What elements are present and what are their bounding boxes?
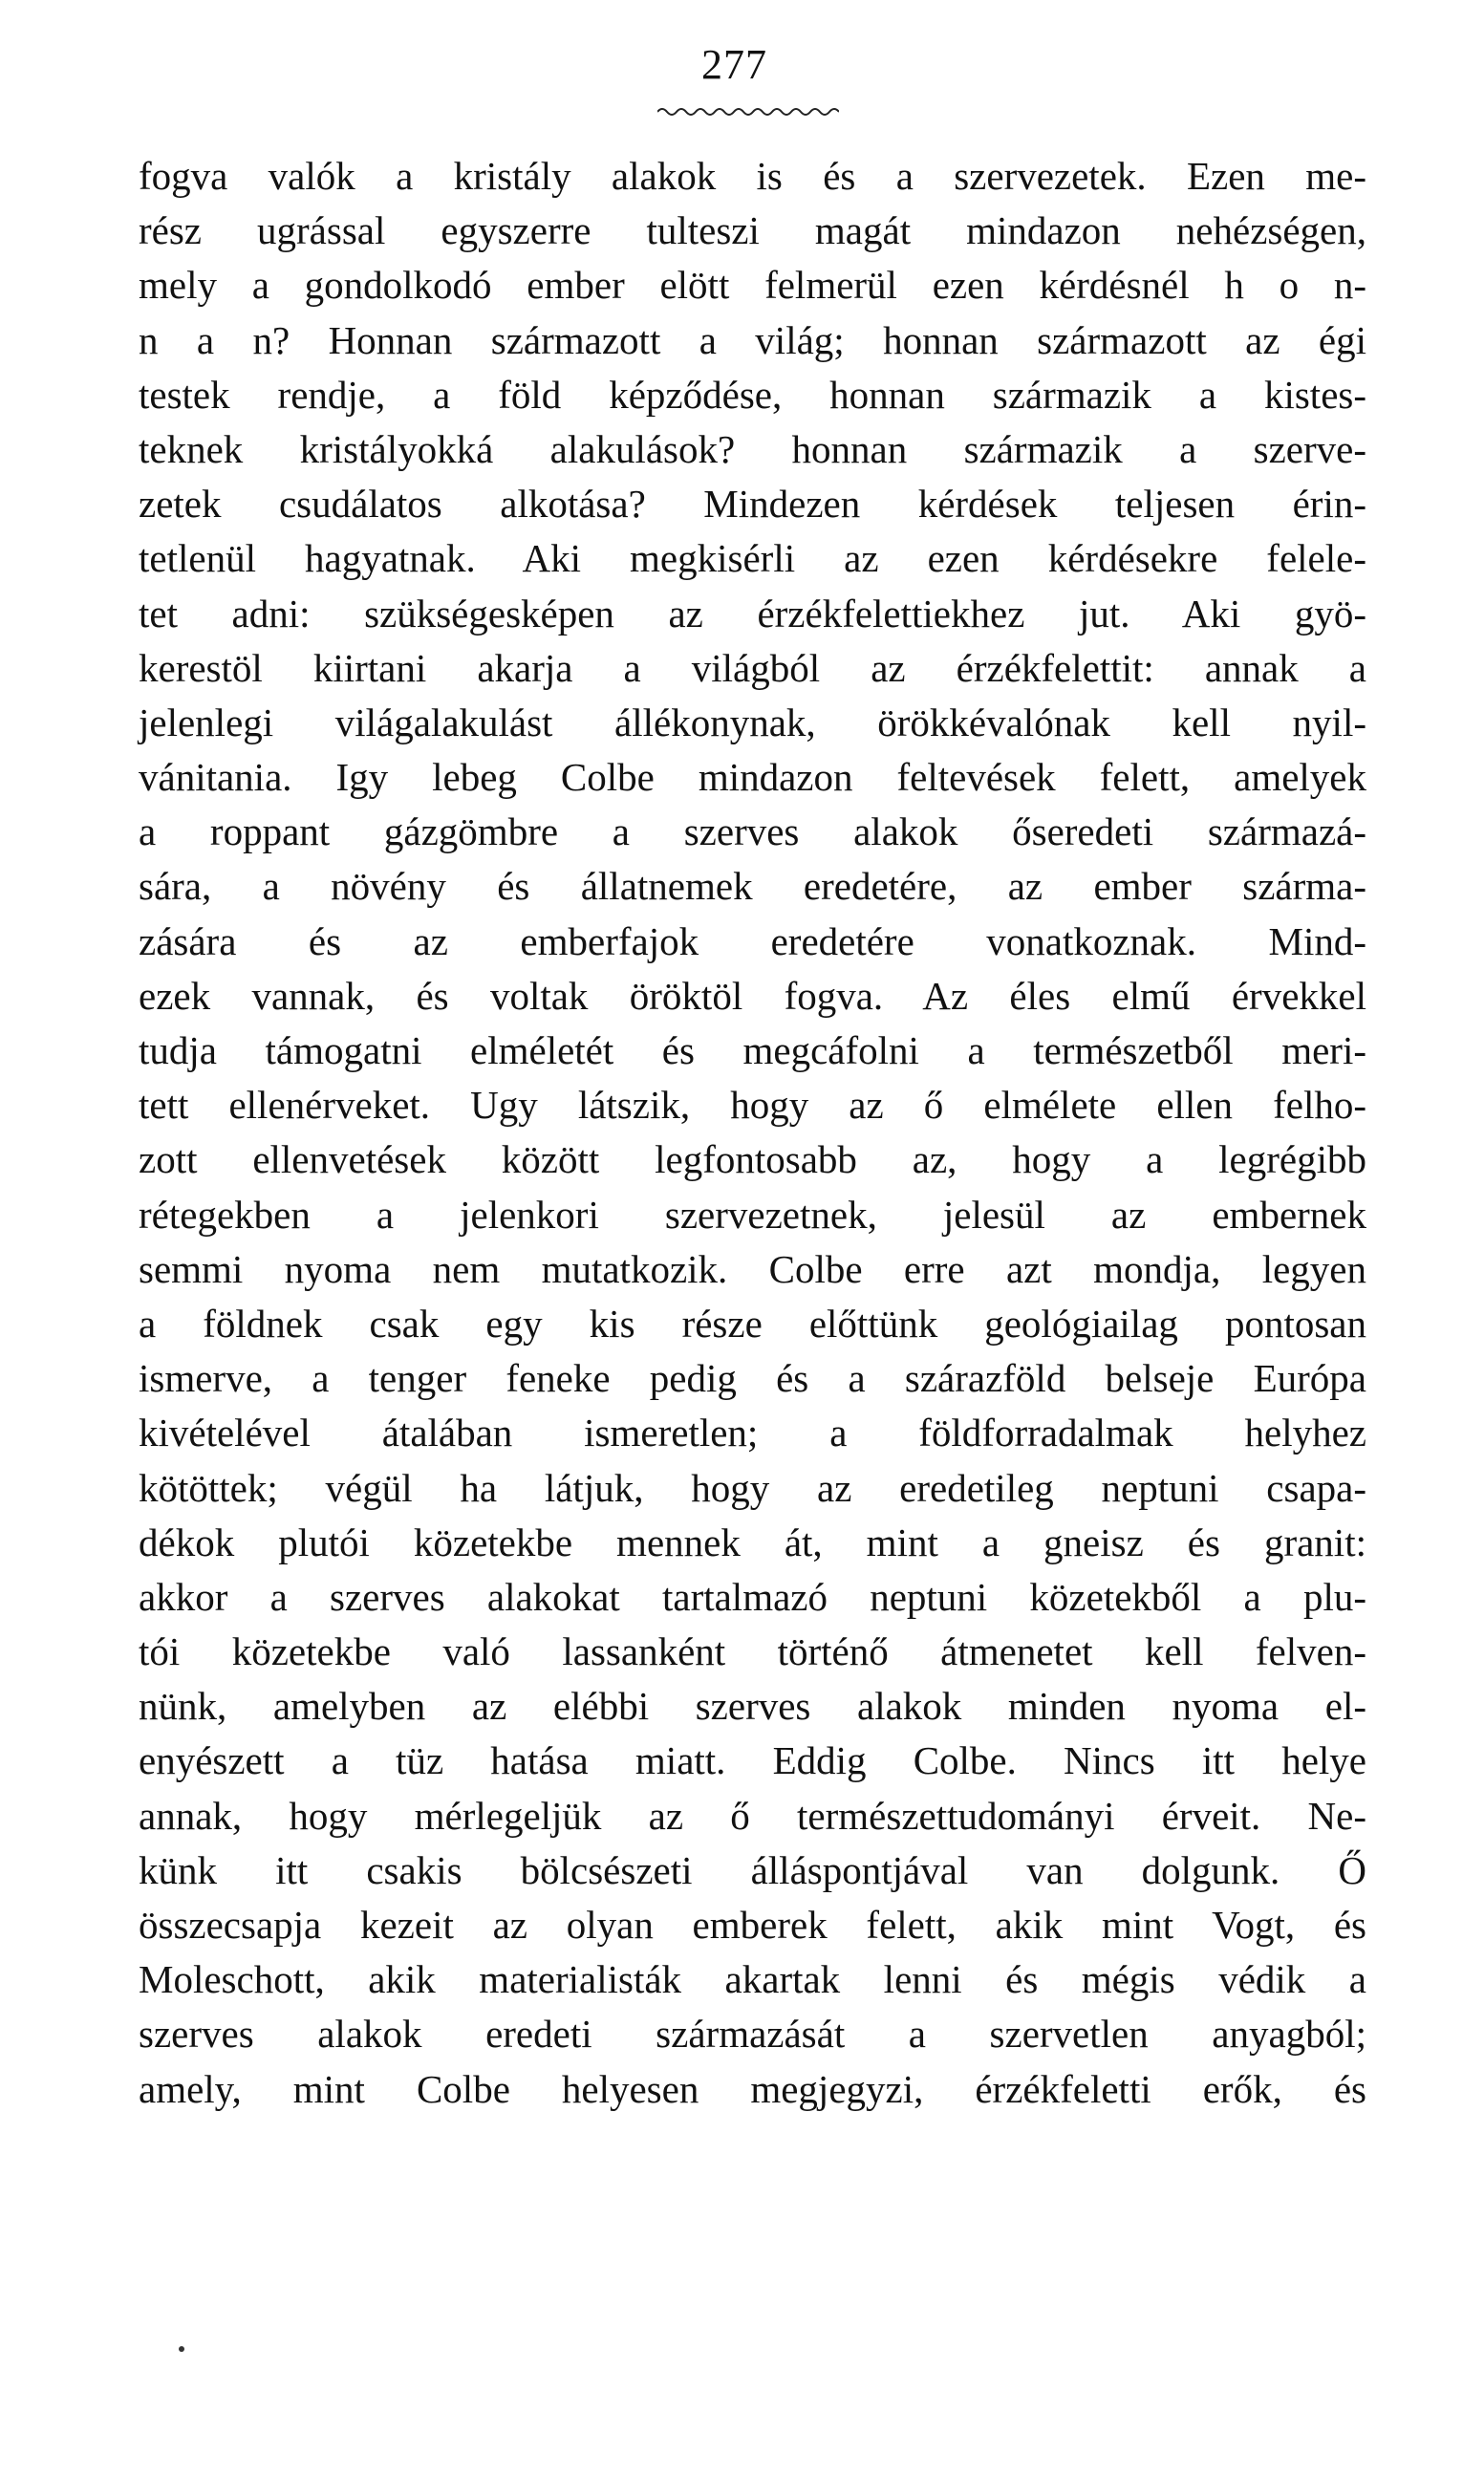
text-line: zott ellenvetések között legfontosabb az, hogy a legrégibb xyxy=(139,1137,1366,1182)
text-line: akkor a szerves alakokat tartalmazó neptuni közetekből a plu- xyxy=(139,1574,1366,1619)
text-line: ezek vannak, és voltak öröktöl fogva. Az éles elmű érvekkel xyxy=(139,973,1366,1018)
text-line: enyészett a tüz hatása miatt. Eddig Colbe. Nincs itt helye xyxy=(139,1738,1366,1783)
text-line: amely, mint Colbe helyesen megjegyzi, érzékfeletti erők, és xyxy=(139,2066,1366,2111)
text-line: teknek kristályokká alakulások? honnan származik a szerve- xyxy=(139,426,1366,471)
text-line: jelenlegi világalakulást állékonynak, örökkévalónak kell nyil- xyxy=(139,700,1366,744)
page-header xyxy=(0,41,1484,88)
text-line: tói közetekbe való lassanként történő átmenetet kell felven- xyxy=(139,1629,1366,1674)
text-line: dékok plutói közetekbe mennek át, mint a gneisz és granit: xyxy=(139,1520,1366,1564)
text-line: annak, hogy mérlegeljük az ő természettudományi érveit. Ne- xyxy=(139,1793,1366,1838)
text-line: rész ugrással egyszerre tulteszi magát mindazon nehézségen, xyxy=(139,208,1366,253)
text-line: rétegekben a jelenkori szervezetnek, jelesül az embernek xyxy=(139,1192,1366,1237)
text-line: szerves alakok eredeti származását a szervetlen anyagból; xyxy=(139,2012,1366,2057)
text-line: összecsapja kezeit az olyan emberek felett, akik mint Vogt, és xyxy=(139,1903,1366,1947)
body-text xyxy=(139,149,1366,2117)
text-line: tetlenül hagyatnak. Aki megkisérli az ezen kérdésekre felele- xyxy=(139,536,1366,581)
page-number: 277 xyxy=(701,41,767,88)
text-line: sára, a növény és állatnemek eredetére, az ember szárma- xyxy=(139,864,1366,909)
text-line: n a n? Honnan származott a világ; honnan származott az égi xyxy=(139,317,1366,362)
text-line: zására és az emberfajok eredetére vonatkoznak. Mind- xyxy=(139,918,1366,963)
text-line: mely a gondolkodó ember elött felmerül ezen kérdésnél h o n- xyxy=(139,263,1366,308)
text-line: vánitania. Igy lebeg Colbe mindazon feltevések felett, amelyek xyxy=(139,755,1366,800)
text-line: kivételével átalában ismeretlen; a földforradalmak helyhez xyxy=(139,1411,1366,1455)
text-line: ismerve, a tenger feneke pedig és a szárazföld belseje Európa xyxy=(139,1356,1366,1401)
text-line: tet adni: szükségesképen az érzékfelettiekhez jut. Aki gyö- xyxy=(139,591,1366,636)
text-line: a földnek csak egy kis része előttünk geológiailag pontosan xyxy=(139,1301,1366,1346)
text-line: fogva valók a kristály alakok is és a szervezetek. Ezen me- xyxy=(139,154,1366,198)
text-line: tett ellenérveket. Ugy látszik, hogy az ő elmélete ellen felho- xyxy=(139,1083,1366,1128)
text-line: tudja támogatni elméletét és megcáfolni a természetből meri- xyxy=(139,1028,1366,1072)
text-line: testek rendje, a föld képződése, honnan származik a kistes- xyxy=(139,372,1366,417)
text-line: Moleschott, akik materialisták akartak lenni és mégis védik a xyxy=(139,1957,1366,2002)
text-line: nünk, amelyben az elébbi szerves alakok minden nyoma el- xyxy=(139,1684,1366,1729)
text-line: semmi nyoma nem mutatkozik. Colbe erre azt mondja, legyen xyxy=(139,1246,1366,1291)
text-line: kötöttek; végül ha látjuk, hogy az eredetileg neptuni csapa- xyxy=(139,1465,1366,1510)
text-line: kerestöl kiirtani akarja a világból az érzékfelettit: annak a xyxy=(139,645,1366,690)
text-line: a roppant gázgömbre a szerves alakok őseredeti származá- xyxy=(139,809,1366,854)
print-speck xyxy=(179,2346,184,2352)
text-line: künk itt csakis bölcsészeti álláspontjával van dolgunk. Ő xyxy=(139,1847,1366,1892)
text-line: zetek csudálatos alkotása? Mindezen kérdések teljesen érin- xyxy=(139,482,1366,527)
decorative-wavy-rule xyxy=(657,105,839,119)
